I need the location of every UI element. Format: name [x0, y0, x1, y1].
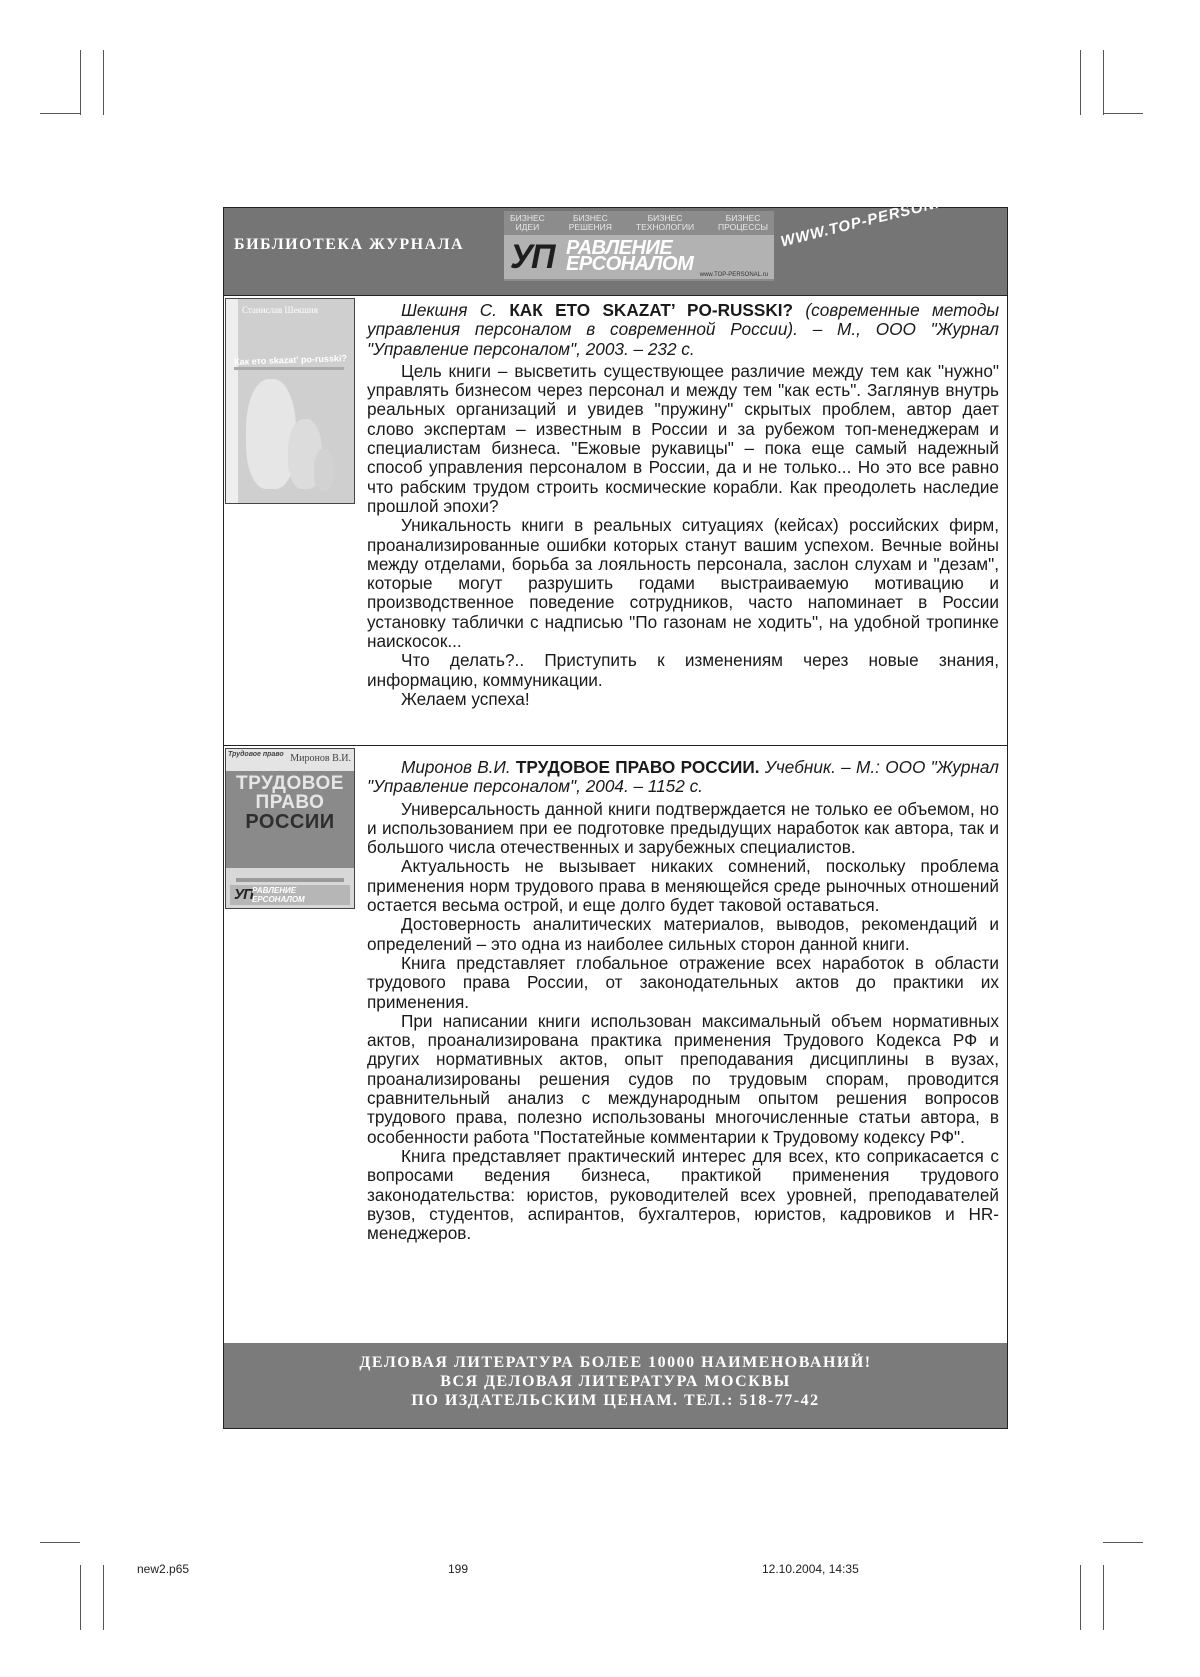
crop-mark [40, 113, 80, 114]
cover-stripe [236, 878, 344, 882]
crop-mark [1080, 50, 1081, 115]
paragraph: Цель книги – высветить существующее различие между тем как "нужно" управлять бизнесом через персонал и между тем "как есть". Заглянув внутрь реальных организаций и увидев "пружину" скрытых проблем, автор дает слово экспертам – известным в России и за рубежом топ-менеджерам и специалистам бизнеса. "Ежовые рукавицы" – пока еще самый надежный способ управления персоналом в России, да и не только... Но это все равно что рабским трудом строить космические корабли. Как преодолеть наследие прошлой эпохи? [367, 360, 999, 516]
book-cover [225, 748, 355, 909]
cover-title: Как ето skazat' po-russki? [233, 353, 348, 367]
crop-mark [80, 50, 81, 115]
crop-mark [103, 1565, 104, 1630]
paragraph: Книга представляет практический интерес для всех, кто соприкасается с вопросами ведения бизнеса, практикой применения трудового законодательства: юристов, руководителей всех уровней, преподавателей вузов, студентов, аспирантов, бухгалтеров, юристов, кадровиков и HR-менеджеров. [367, 1145, 999, 1244]
book-description [367, 758, 999, 1243]
logo-category: БИЗНЕС ПРОЦЕССЫ [718, 213, 768, 232]
book-citation [367, 301, 999, 359]
book-entry [224, 295, 1007, 745]
paragraph: При написании книги использован максимальный объем нормативных актов, проанализирована практика применения Трудового Кодекса РФ и других нормативных актов, опыт преподавания дисциплины в вузах, проанализированы решения судов по трудовым спорам, проводится сравнительный анализ с международным опытом решения вопросов трудового права, полезно использованы многочисленные статьи автора, в особенности работа "Постатейные комментарии к Трудовому кодексу РФ". [367, 1010, 999, 1147]
cover-logo-word-2: ЕРСОНАЛОМ [252, 895, 305, 904]
paragraph: Желаем успеха! [401, 688, 530, 709]
citation-title: КАК ETO SKAZAT’ PO-RUSSKI? [509, 300, 794, 320]
crop-mark [80, 1565, 81, 1630]
paragraph: Актуальность не вызывает никаких сомнений, поскольку проблема применения норм трудового права в меняющейся среде рыночных отношений остается весьма острой, и еще долго будет таковой оставаться. [367, 856, 999, 916]
cover-brand: Трудовое право [228, 751, 284, 758]
citation-author: Миронов В.И. [401, 757, 511, 777]
matryoshka-small [314, 449, 334, 491]
cover-logo [230, 885, 350, 905]
library-panel [223, 183, 1008, 1429]
cover-subtitle-bar [234, 367, 344, 370]
logo-category: БИЗНЕС ТЕХНОЛОГИИ [635, 213, 695, 232]
cover-title-line: РОССИИ [245, 811, 335, 833]
citation-author: Шекшня С. [401, 300, 497, 320]
website-link[interactable]: WWW.TOP-PERSONAL.RU [779, 183, 987, 251]
slug-file: new2.p65 [137, 1562, 190, 1576]
citation-details: Учебник. – М.: ООО "Журнал "Управление персоналом", 2004. – 1152 с. [367, 757, 999, 797]
citation-title: ТРУДОВОЕ ПРАВО РОССИИ. [515, 757, 760, 777]
book-entry [224, 745, 1007, 1343]
paragraph: Книга представляет глобальное отражение всех наработок в области трудового права России, от законодательных актов до практики их применения. [367, 952, 999, 1012]
crop-mark [103, 50, 104, 115]
crop-mark [40, 1542, 80, 1543]
cover-title-line: ТРУДОВОЕ [236, 773, 344, 794]
panel-header [224, 183, 1007, 295]
footer-line: ПО ИЗДАТЕЛЬСКИМ ЦЕНАМ. ТЕЛ.: 518-77-42 [411, 1392, 820, 1409]
cover-logo-word-1: РАВЛЕНИЕ [252, 886, 297, 895]
paragraph: Достоверность аналитических материалов, выводов, рекомендаций и определений – это одна из наиболее сильных сторон данной книги. [367, 914, 999, 954]
book-citation [367, 758, 999, 797]
cover-author: Станислав Шекшня [242, 305, 318, 315]
logo-url: www.TOP-PERSONAL.ru [699, 272, 768, 278]
slug-page: 199 [448, 1562, 469, 1576]
cover-title-line: ПРАВО [255, 792, 325, 813]
paragraph: Что делать?.. Приступить к изменениям через новые знания, информацию, коммуникации. [367, 650, 999, 690]
book-description [367, 301, 999, 709]
logo-wordmark [504, 235, 774, 279]
logo-categories [510, 214, 768, 232]
panel-footer [224, 1343, 1007, 1428]
paragraph: Универсальность данной книги подтверждается не только ее объемом, но и использованием при ее подготовке предыдущих наработок как автора, так и большого числа отечественных и зарубежных специалистов. [367, 798, 999, 858]
cover-author: Миронов В.И. [290, 753, 351, 764]
cover-top-band [226, 749, 354, 771]
magazine-logo [504, 211, 774, 281]
logo-word-2: ЕРСОНАЛОМ [566, 253, 694, 275]
paragraph: Уникальность книги в реальных ситуациях (кейсах) российских фирм, проанализированные ошибки которых станут вашим успехом. Вечные войны между отделами, борьба за лояльность персонала, заслон слухам и "дезам", которые могут разрушить годами выстраиваемую мотивацию и производственное поведение сотрудников, часто напоминает в России установку таблички с надписью "По газонам не ходить", на удобной тропинке наискосок... [367, 515, 999, 652]
logo-word-1: РАВЛЕНИЕ [566, 237, 673, 259]
library-title: БИБЛИОТЕКА ЖУРНАЛА [234, 236, 465, 253]
crop-mark [1080, 1565, 1081, 1630]
crop-mark [1103, 113, 1143, 114]
cover-bottom-band [226, 868, 354, 908]
logo-category: БИЗНЕС ИДЕИ [510, 213, 545, 232]
slug-datetime: 12.10.2004, 14:35 [762, 1562, 859, 1576]
citation-details: (современные методы управления персоналом в современной России). – М., ООО "Журнал "Управление персоналом", 2003. – 232 с. [367, 300, 999, 359]
book-cover [225, 298, 355, 504]
cover-logo-mark: УП [234, 886, 253, 903]
cover-spine [226, 299, 238, 503]
footer-line: ВСЯ ДЕЛОВАЯ ЛИТЕРАТУРА МОСКВЫ [440, 1373, 791, 1390]
logo-mark: УП [510, 238, 554, 276]
logo-category: БИЗНЕС РЕШЕНИЯ [568, 213, 612, 232]
crop-mark [1103, 1565, 1104, 1630]
crop-mark [1103, 1542, 1143, 1543]
footer-line: ДЕЛОВАЯ ЛИТЕРАТУРА БОЛЕЕ 10000 НАИМЕНОВАНИЙ! [359, 1354, 872, 1371]
crop-mark [1103, 50, 1104, 115]
